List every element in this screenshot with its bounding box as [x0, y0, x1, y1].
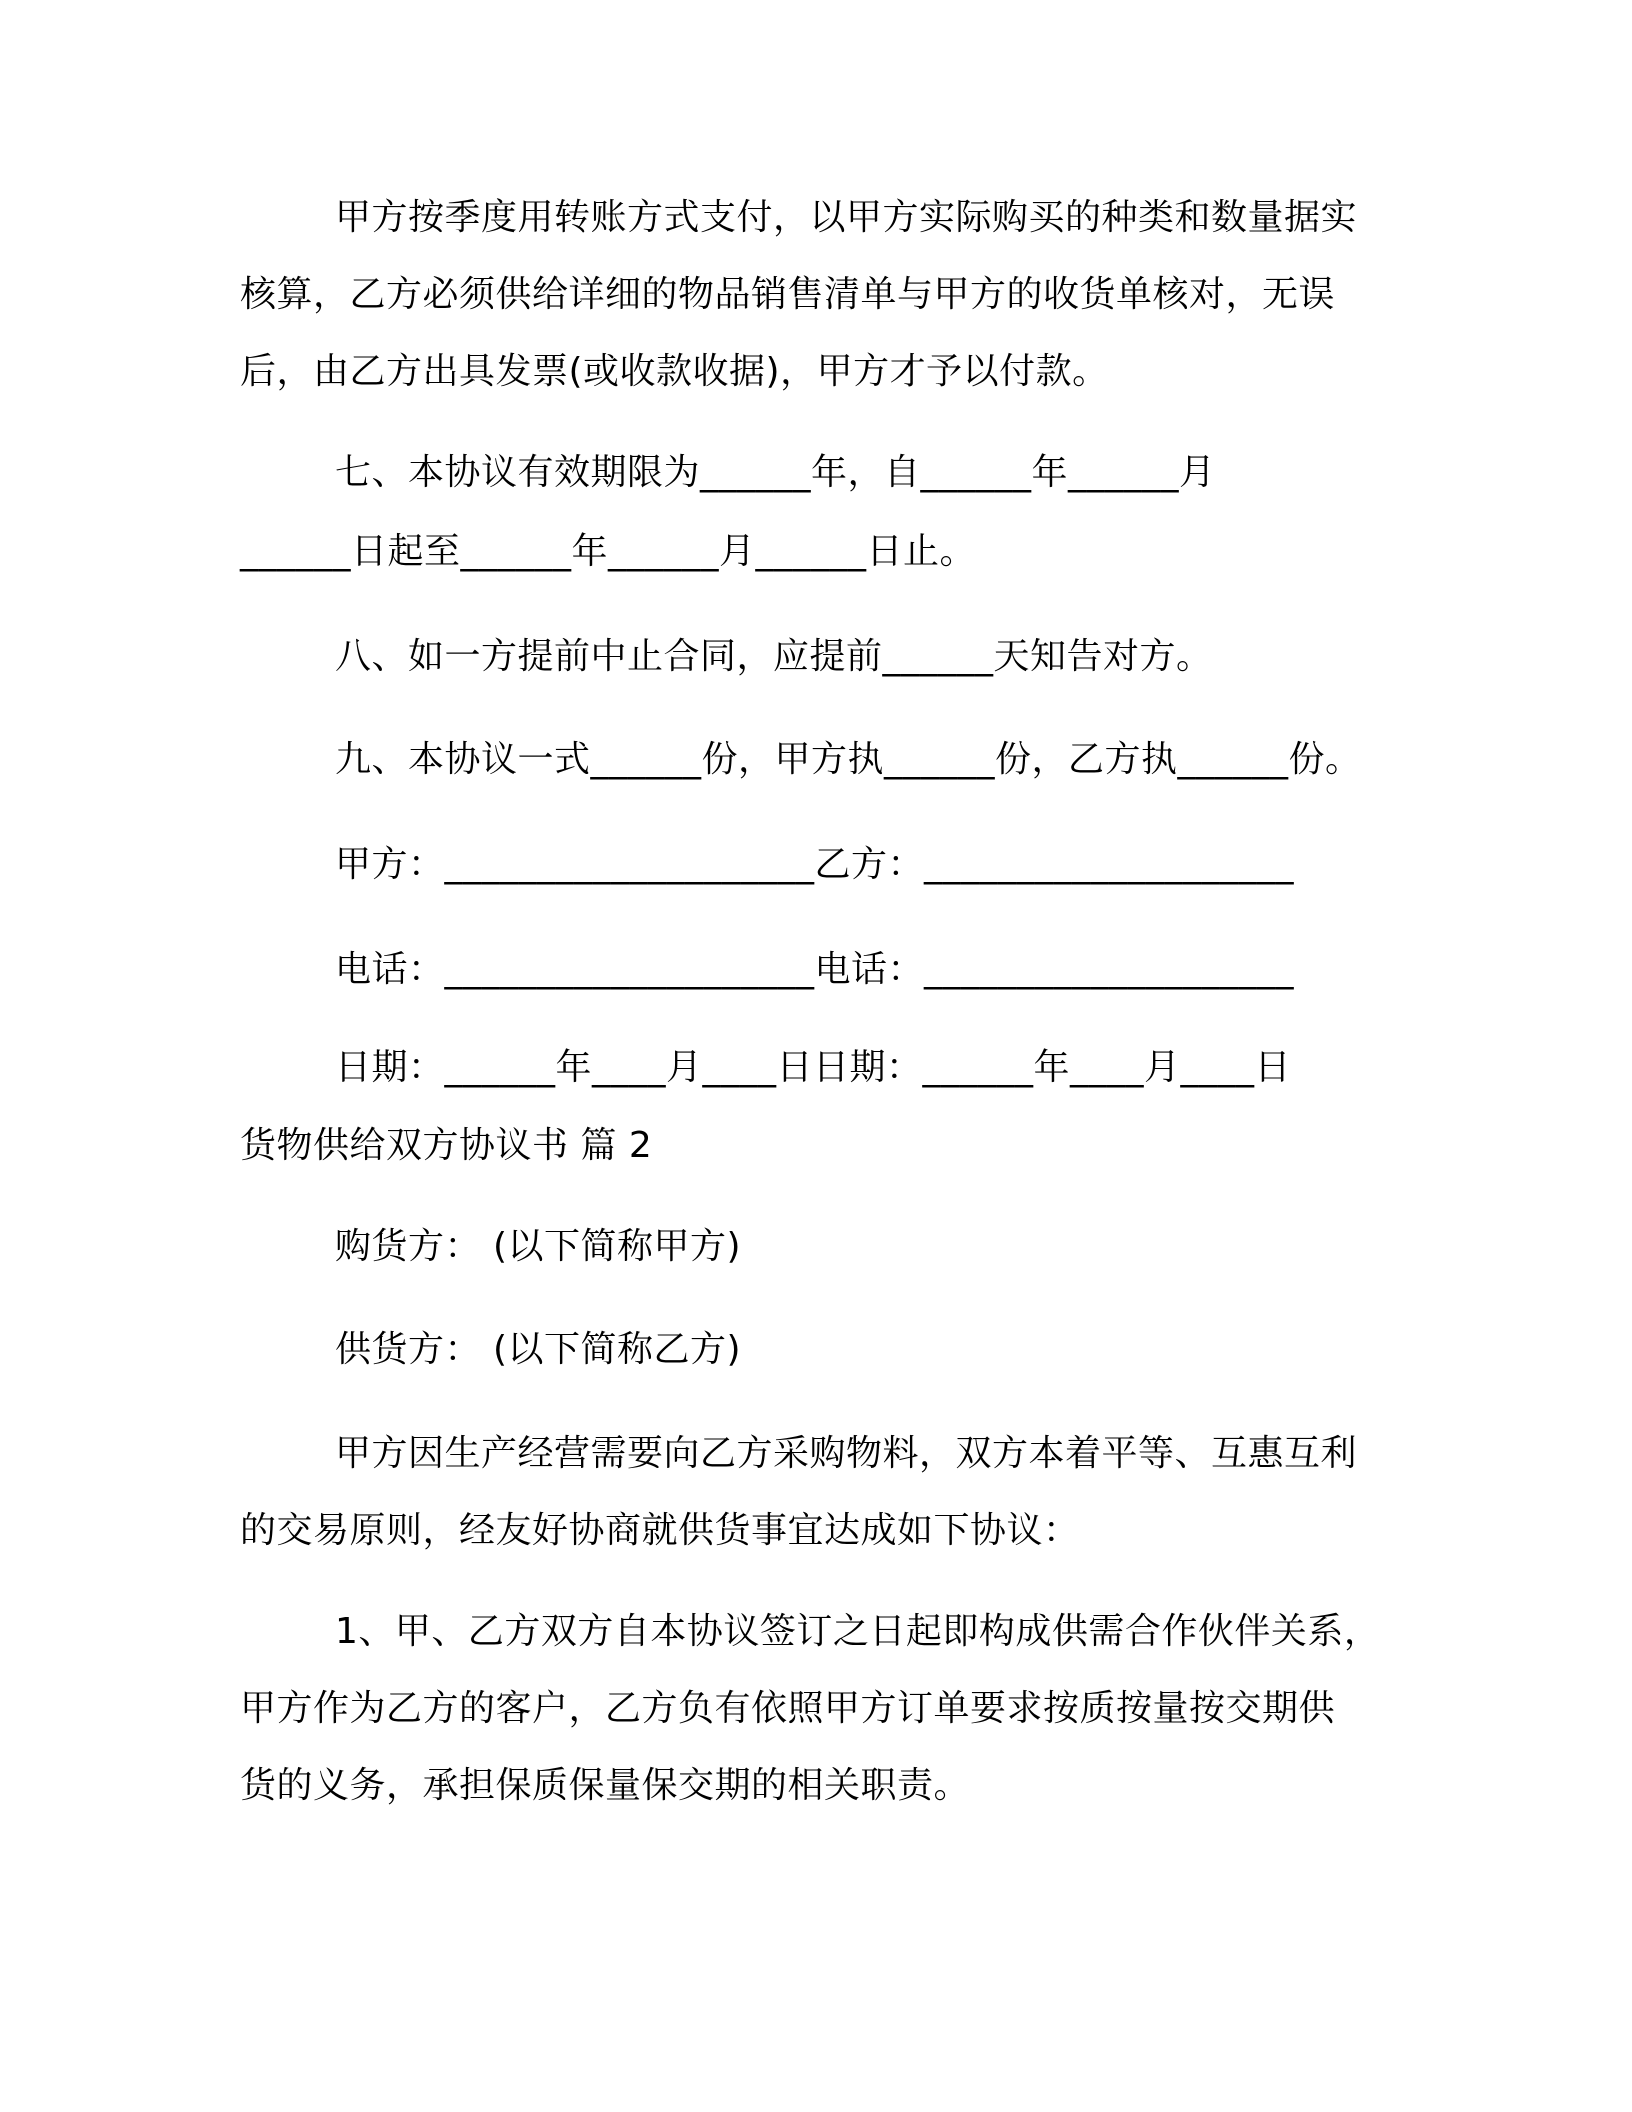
clause-1-line-1: 1、甲、乙方双方自本协议签订之日起即构成供需合作伙伴关系， [335, 1611, 1381, 1652]
paragraph-line: 的交易原则，经友好协商就供货事宜达成如下协议： [240, 1510, 1080, 1551]
buyer-line: 购货方： (以下简称甲方) [335, 1226, 742, 1267]
party-signature-line: 甲方：____________________乙方：____________________ [335, 844, 1295, 885]
supplier-line: 供货方： (以下简称乙方) [335, 1329, 742, 1370]
paragraph-line: 甲方因生产经营需要向乙方采购物料，双方本着平等、互惠互利 [335, 1433, 1358, 1474]
paragraph-line: 甲方按季度用转账方式支付，以甲方实际购买的种类和数量据实 [335, 197, 1358, 238]
paragraph-line: 后，由乙方出具发票(或收款收据)，甲方才予以付款。 [240, 351, 1109, 392]
paragraph-line: 核算，乙方必须供给详细的物品销售清单与甲方的收货单核对，无误 [240, 274, 1336, 315]
section-title: 货物供给双方协议书 篇 2 [240, 1125, 653, 1166]
clause-1-line-2: 甲方作为乙方的客户，乙方负有依照甲方订单要求按质按量按交期供 [240, 1688, 1336, 1729]
clause-9: 九、本协议一式______份，甲方执______份，乙方执______份。 [335, 739, 1362, 780]
clause-7-line-1: 七、本协议有效期限为______年，自______年______月 [335, 452, 1216, 493]
clause-1-line-3: 货的义务，承担保质保量保交期的相关职责。 [240, 1765, 971, 1806]
clause-8: 八、如一方提前中止合同，应提前______天知告对方。 [335, 636, 1213, 677]
phone-line: 电话：____________________电话：____________________ [335, 949, 1295, 990]
date-line: 日期：______年____月____日日期：______年____月____日 [335, 1047, 1292, 1088]
clause-7-line-2: ______日起至______年______月______日止。 [240, 531, 977, 572]
